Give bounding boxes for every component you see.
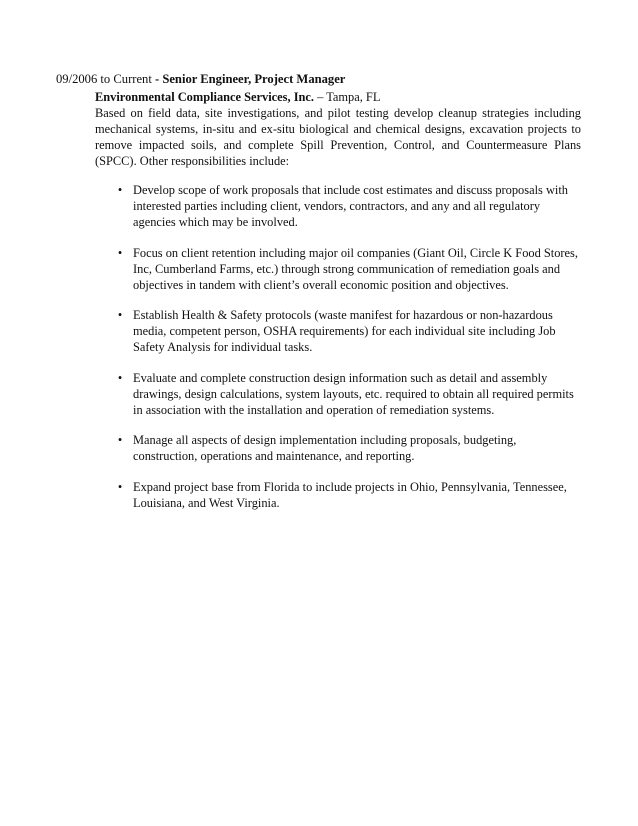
bullet-icon: •: [117, 183, 123, 197]
list-item: [115, 182, 581, 230]
employer-line: [95, 89, 581, 105]
list-item-text: Evaluate and complete construction design information such as detail and assembly drawings, design calculations, system layouts, etc. required to obtain all required permits in association with the installation and operation of remediation systems.: [133, 370, 574, 417]
responsibilities-list: [115, 182, 581, 525]
company-name: Environmental Compliance Services, Inc.: [95, 90, 315, 104]
bullet-icon: •: [117, 479, 123, 494]
job-summary: Based on field data, site investigations, and pilot testing develop cleanup strategies including mechanical systems, in-situ and ex-situ biological and chemical designs, excavation projects to remove impacted soils, and complete Spill Prevention, Control, and Countermeasure Plans (SPCC). Other responsibilities include:: [95, 106, 581, 168]
list-item-text: Focus on client retention including major oil companies (Giant Oil, Circle K Food Stores, Inc, Cumberland Farms, etc.) through strong communication of remediation goals and objectives in tandem with client’s overall economic position and objectives.: [133, 245, 578, 292]
list-item: [115, 307, 581, 355]
list-item-text: Develop scope of work proposals that include cost estimates and discuss proposals with interested parties including client, vendors, contractors, and any and all regulatory agencies which may be involved.: [133, 183, 568, 229]
company-location: – Tampa, FL: [317, 90, 381, 104]
list-item-text: Expand project base from Florida to include projects in Ohio, Pennsylvania, Tennessee, Louisiana, and West Virginia.: [133, 479, 567, 510]
job-title: - Senior Engineer, Project Manager: [155, 72, 346, 86]
list-item: [115, 479, 581, 511]
list-item: [115, 370, 581, 418]
job-details: [95, 89, 581, 169]
list-item: [115, 432, 581, 464]
job-heading: [56, 71, 345, 87]
list-item: [115, 245, 581, 293]
bullet-icon: •: [117, 370, 123, 385]
list-item-text: Establish Health & Safety protocols (waste manifest for hazardous or non-hazardous media, competent person, OSHA requirements) for each individual site including Job Safety Analysis for individual tasks.: [133, 308, 556, 354]
bullet-icon: •: [117, 245, 123, 260]
list-item-text: Manage all aspects of design implementation including proposals, budgeting, construction, operations and maintenance, and reporting.: [133, 433, 517, 463]
job-dates: 09/2006 to Current: [56, 72, 152, 86]
bullet-icon: •: [117, 308, 123, 322]
bullet-icon: •: [117, 433, 123, 447]
